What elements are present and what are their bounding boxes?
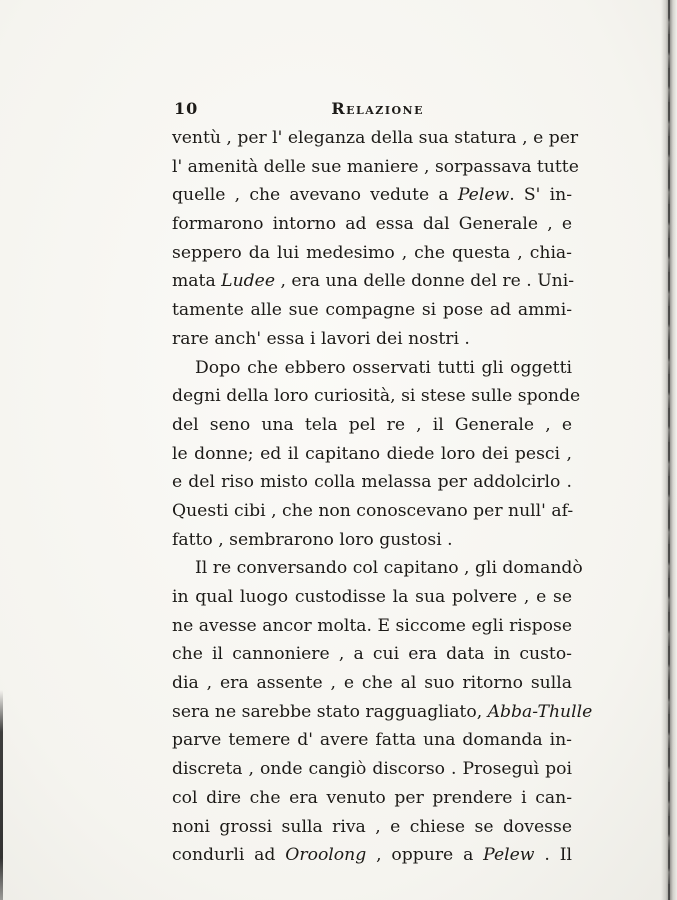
text-line: discreta , onde cangiò discorso . Proseguì poi — [172, 759, 572, 780]
text-line: Dopo che ebbero osservati tutti gli oggetti — [195, 357, 572, 378]
text-line: del seno una tela pel re , il Generale , e — [172, 414, 572, 435]
text-line: tamente alle sue compagne si pose ad ammi- — [172, 300, 572, 321]
italic-name: Pelew — [483, 845, 535, 866]
italic-name: Oroolong — [285, 845, 367, 866]
text-line: Questi cibi , che non conoscevano per null' af- — [172, 500, 574, 521]
text-line: Il re conversando col capitano , gli domandò — [195, 558, 583, 579]
text-line: col dire che era venuto per prendere i can- — [172, 787, 572, 808]
text-line: ne avesse ancor molta. E siccome egli rispose — [172, 615, 572, 636]
page-header — [174, 99, 424, 123]
italic-name: Ludee — [221, 271, 276, 292]
text-line: mata Ludee , era una delle donne del re . Uni- — [172, 271, 575, 292]
text-line: formarono intorno ad essa dal Generale , e — [172, 214, 572, 235]
text-line: dia , era assente , e che al suo ritorno sulla — [172, 673, 572, 694]
text-line: le donne; ed il capitano diede loro dei pesci , — [172, 443, 572, 464]
text-line: quelle , che avevano vedute a Pelew. S' in- — [172, 185, 573, 206]
text-line: ventù , per l' eleganza della sua statura , e per — [172, 128, 579, 148]
text-line: condurli ad Oroolong , oppure a Pelew . Il — [172, 845, 572, 866]
text-line: fatto , sembrarono loro gustosi . — [172, 529, 453, 550]
text-line: e del riso misto colla melassa per addolcirlo . — [172, 472, 572, 493]
text-line: degni della loro curiosità, si stese sulle sponde — [172, 386, 581, 407]
text-line: seppero da lui medesimo , che questa , chia- — [172, 242, 572, 263]
italic-name: Pelew — [457, 185, 510, 206]
text-line: in qual luogo custodisse la sua polvere , e se — [172, 587, 572, 607]
left-page-edge — [0, 690, 3, 900]
body-text — [172, 124, 593, 870]
italic-name: Abba-Thulle — [487, 701, 593, 722]
text-line: noni grossi sulla riva , e chiese se dovesse — [172, 816, 572, 837]
running-title: Relazione — [331, 99, 424, 118]
text-line: parve temere d' avere fatta una domanda in- — [172, 730, 572, 751]
text-line: rare anch' essa i lavori dei nostri . — [172, 328, 470, 349]
text-line: sera ne sarebbe stato ragguagliato, Abba-Thulle — [172, 701, 593, 722]
page-number: 10 — [174, 99, 199, 118]
text-line: l' amenità delle sue maniere , sorpassava tutte — [172, 156, 579, 177]
right-binding-edge — [668, 0, 670, 900]
text-line: che il cannoniere , a cui era data in custo- — [172, 644, 572, 665]
